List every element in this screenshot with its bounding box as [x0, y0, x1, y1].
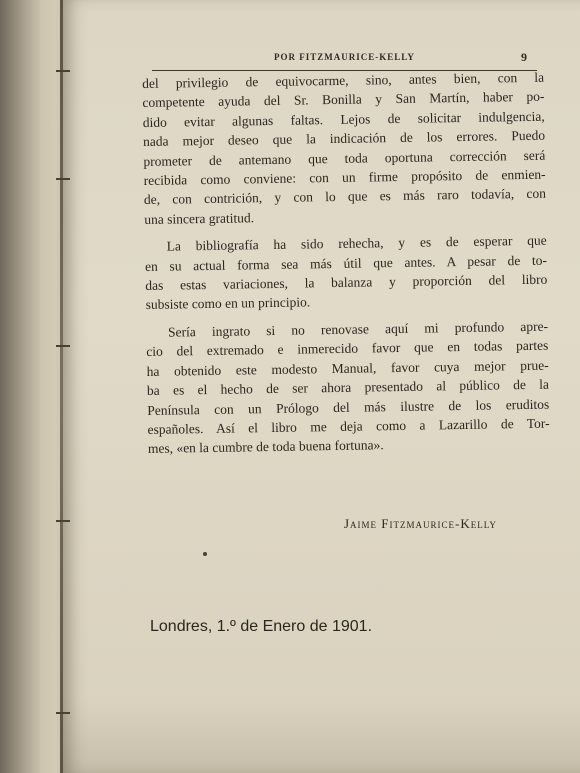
text-line: ba es el hecho de ser ahora presentado al público de la — [146, 376, 550, 399]
binding-stitch — [56, 178, 70, 180]
text-line: de, con contrición, y con lo que es más raro todavía, con — [143, 186, 547, 208]
page-shadow — [62, 700, 580, 773]
ink-speck — [203, 552, 207, 556]
text-line: La bibliografía ha sido rehecha, y es de esperar que — [166, 232, 547, 254]
dateline: Londres, 1.º de Enero de 1901. — [150, 618, 373, 635]
text-line: Sería ingrato si no renovase aquí mi profundo apre- — [167, 318, 549, 340]
paragraph-3 — [146, 317, 550, 459]
paragraph-1 — [142, 68, 546, 230]
page-header — [152, 46, 537, 71]
binding-stitch — [56, 345, 70, 347]
text-line: en su actual forma sea más útil que antes. A pesar de to- — [144, 252, 548, 274]
text-line: españoles. Así el libro me deja como a Lazarillo de Tor- — [147, 415, 550, 437]
author-signature: Jaime Fitzmaurice-Kelly — [344, 516, 497, 531]
text-line: prometer de antemano que toda oportuna corrección será — [143, 147, 546, 169]
text-line: ha obtenido este modesto Manual, favor cuya mejor prue- — [146, 357, 549, 379]
book-fore-edge — [0, 0, 40, 773]
text-line: mes, «en la cumbre de toda buena fortuna». — [147, 437, 384, 457]
body-text — [142, 68, 550, 459]
text-line: nada mejor deseo que la indicación de los errores. Puedo — [142, 127, 546, 150]
text-line: recibida como conviene: con un firme propósito de enmien- — [143, 166, 546, 189]
text-line: das estas variaciones, la balanza y proporción del libro — [145, 271, 548, 294]
text-line: competente ayuda del Sr. Bonilla y San Martín, haber po- — [142, 89, 545, 111]
text-line: del privilegio de equivocarme, sino, antes bien, con la — [142, 69, 545, 91]
book-binding — [60, 0, 63, 773]
binding-stitch — [56, 70, 70, 72]
running-head: POR FITZMAURICE-KELLY — [274, 52, 415, 62]
text-line: cio del extremado e inmerecido favor que en todas partes — [146, 337, 549, 360]
page-number: 9 — [521, 50, 527, 64]
text-line: Península con un Prólogo del más ilustre de los eruditos — [147, 396, 550, 418]
paragraph-2 — [145, 231, 548, 315]
binding-stitch — [56, 520, 70, 522]
text-line: dido evitar algunas faltas. Lejos de solicitar indulgencia, — [142, 108, 545, 130]
text-line: una sincera gratitud. — [144, 210, 255, 227]
text-line: subsiste como en un principio. — [145, 294, 311, 313]
